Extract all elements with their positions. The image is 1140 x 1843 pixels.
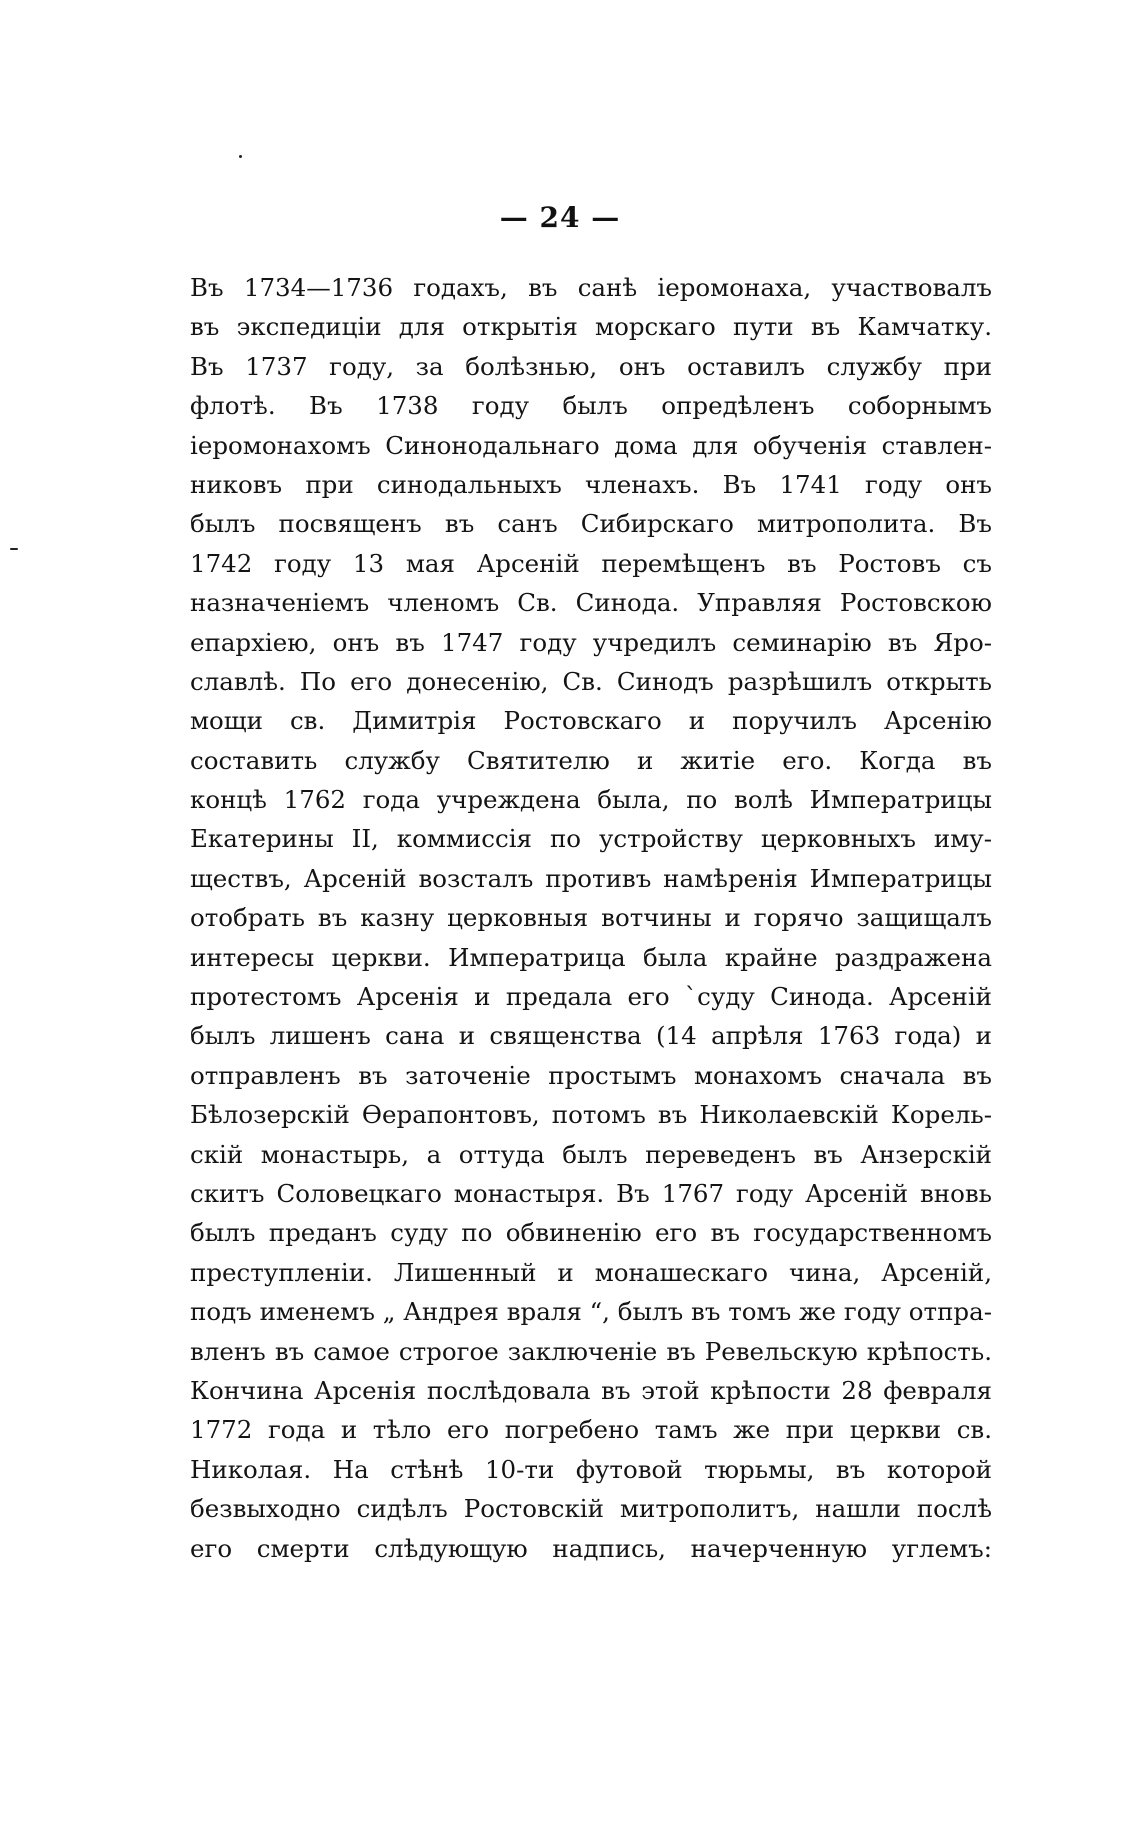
text-line: епархіею, онъ въ 1747 году учредилъ семинарію въ Яро- (190, 627, 992, 657)
text-line: скій монастырь, а оттуда былъ переведенъ въ Анзерскій (190, 1139, 992, 1169)
text-line: 1772 года и тѣло его погребено тамъ же при церкви св. (190, 1415, 992, 1445)
text-line: Бѣлозерскій Ѳерапонтовъ, потомъ въ Николаевскій Корель- (190, 1100, 992, 1130)
text-line: назначеніемъ членомъ Св. Синода. Управляя Ростовскою (190, 588, 992, 618)
scan-speck (10, 548, 18, 550)
text-line: флотѣ. Въ 1738 году былъ опредѣленъ соборнымъ (190, 391, 992, 421)
text-line: никовъ при синодальныхъ членахъ. Въ 1741 году онъ (190, 469, 992, 499)
text-line: въ экспедиціи для открытія морскаго пути въ Камчатку. (190, 312, 992, 342)
text-line: 1742 году 13 мая Арсеній перемѣщенъ въ Ростовъ съ (190, 548, 992, 578)
text-line: Екатерины II, коммиссія по устройству церковныхъ иму- (190, 824, 992, 854)
text-line: безвыходно сидѣлъ Ростовскій митрополитъ, нашли послѣ (190, 1494, 992, 1524)
page-number: — 24 — (499, 201, 621, 234)
text-line: Въ 1737 году, за болѣзнью, онъ оставилъ службу при (190, 351, 992, 381)
text-line: былъ лишенъ сана и священства (14 апрѣля 1763 года) и (190, 1021, 992, 1051)
text-line: Николая. На стѣнѣ 10-ти футовой тюрьмы, въ которой (190, 1454, 992, 1484)
text-line: протестомъ Арсенія и предала его `суду Синода. Арсеній (190, 982, 992, 1012)
text-line: преступленіи. Лишенный и монашескаго чина, Арсеній, (190, 1257, 992, 1287)
scan-speck (239, 155, 242, 158)
text-line: подъ именемъ „ Андрея враля “, былъ въ томъ же году отпра- (190, 1297, 992, 1327)
text-line: Въ 1734—1736 годахъ, въ санѣ іеромонаха, участвовалъ (190, 273, 992, 302)
text-line: ществъ, Арсеній возсталъ противъ намѣренія Императрицы (190, 863, 992, 893)
text-line: концѣ 1762 года учреждена была, по волѣ Императрицы (190, 785, 992, 815)
text-line: славлѣ. По его донесенію, Св. Синодъ разрѣшилъ открыть (190, 666, 992, 696)
text-line: іеромонахомъ Синонодальнаго дома для обученія ставлен- (190, 430, 992, 460)
text-line: отправленъ въ заточеніе простымъ монахомъ сначала въ (190, 1060, 992, 1090)
text-line: Кончина Арсенія послѣдовала въ этой крѣпости 28 февраля (190, 1375, 992, 1405)
text-line: вленъ въ самое строгое заключеніе въ Ревельскую крѣпость. (190, 1336, 992, 1366)
text-line: интересы церкви. Императрица была крайне раздражена (190, 942, 992, 972)
text-line: отобрать въ казну церковныя вотчины и горячо защищалъ (190, 903, 992, 933)
text-line: его смерти слѣдующую надпись, начерченную углемъ: (190, 1533, 992, 1563)
text-line: мощи св. Димитрія Ростовскаго и поручилъ Арсенію (190, 706, 992, 736)
text-line: былъ посвященъ въ санъ Сибирскаго митрополита. Въ (190, 509, 992, 539)
text-line: былъ преданъ суду по обвиненію его въ государственномъ (190, 1218, 992, 1248)
text-line: составить службу Святителю и житіе его. Когда въ (190, 745, 992, 775)
body-text (190, 268, 992, 1568)
text-line: скитъ Соловецкаго монастыря. Въ 1767 году Арсеній вновь (190, 1178, 992, 1208)
